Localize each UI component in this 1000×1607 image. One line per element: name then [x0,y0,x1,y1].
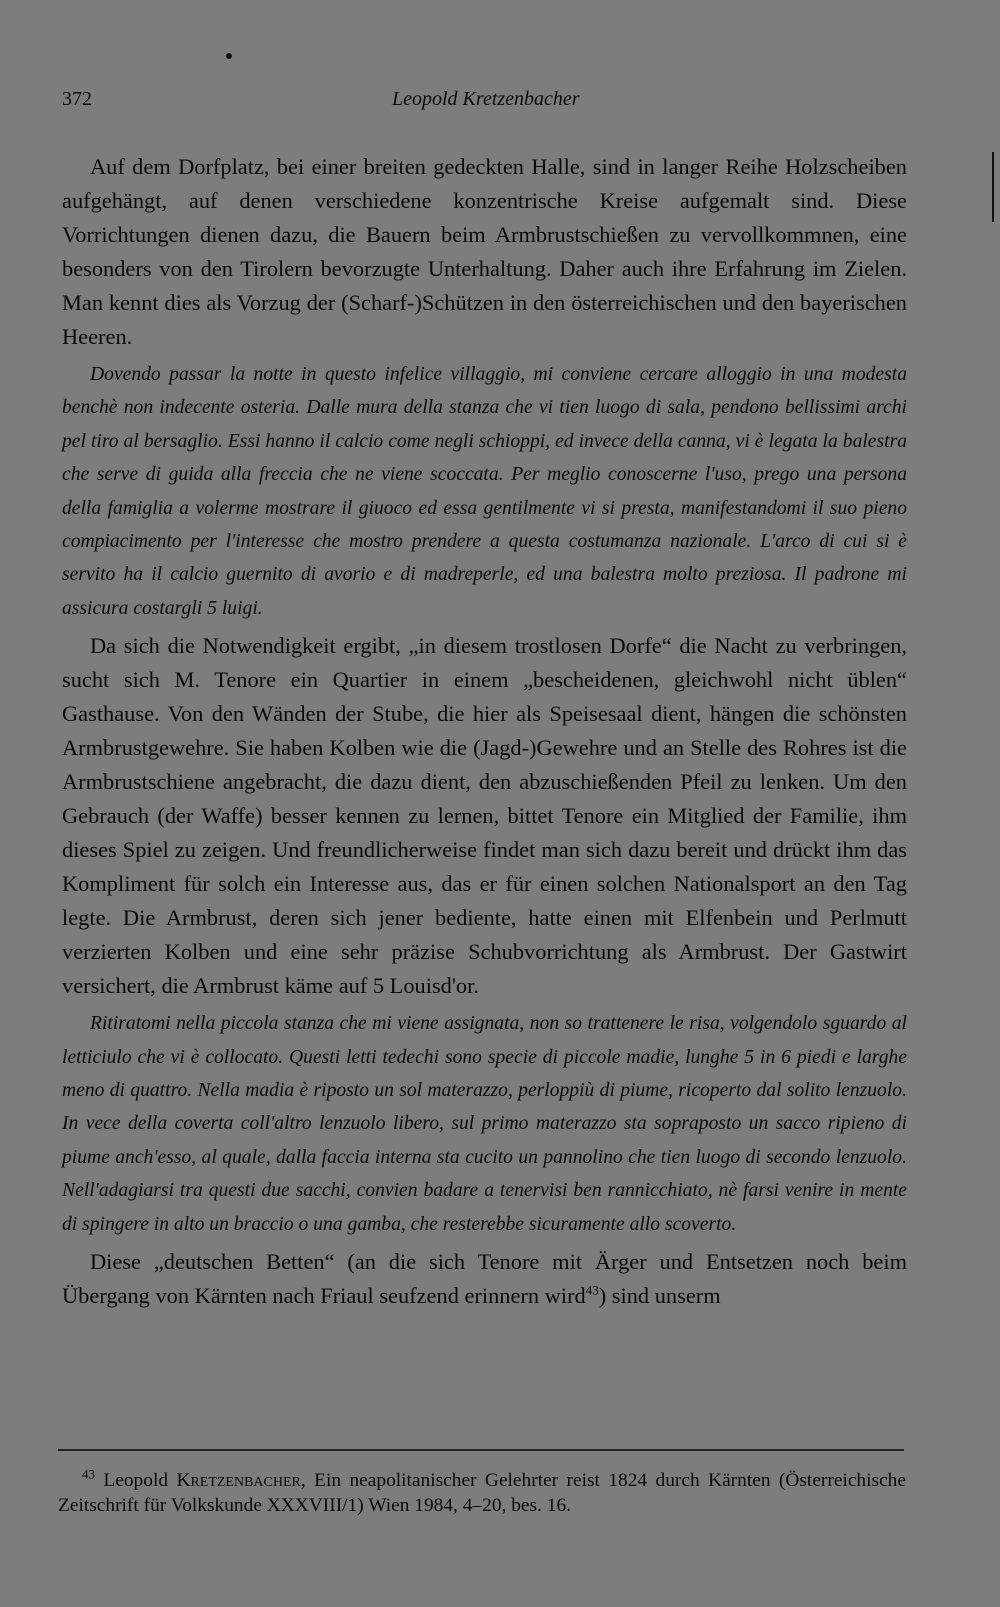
footnote-43 [58,1468,906,1518]
footnote-marker: 43 [82,1466,95,1482]
footnote-author: Leopold [103,1470,169,1491]
footnote-divider [58,1449,904,1451]
paragraph-5-end: ) sind unserm [598,1283,721,1309]
page-number: 372 [62,88,92,110]
paragraph-3: Da sich die Notwendigkeit ergibt, „in diesem trostlosen Dorfe“ die Nacht zu verbringen, sucht sich M. Tenore ein Quartier in einem „bescheidenen, gleichwohl nicht üblen“ Gasthause. Von den Wänden der Stube, die hier als Speisesaal dient, hängen die schönsten Armbrustgewehre. Sie haben Kolben wie die (Jagd-)Gewehre und an Stelle des Rohres ist die Armbrustschiene angebracht, die dazu dient, den abzuschießenden Pfeil zu lenken. Um den Gebrauch (der Waffe) besser kennen zu lernen, bittet Tenore ein Mitglied der Familie, ihm dieses Spiel zu zeigen. Und freundlicherweise findet man sich dazu bereit und drückt ihm das Kompliment für solch ein Interesse aus, das er für einen solchen Nationalsport an den Tag legte. Die Armbrust, deren sich jener bediente, hatte einen mit Elfenbein und Perlmutt verzierten Kolben und eine sehr präzise Schubvorrichtung als Armbrust. Der Gastwirt versichert, die Armbrust käme auf 5 Louisd'or. [62,633,907,999]
paragraph-5-text: Diese „deutschen Betten“ (an die sich Tenore mit Ärger und Entsetzen noch beim Übergang von Kärnten nach Friaul seufzend erinnern wird [62,1249,907,1309]
scan-edge-mark [992,152,994,222]
page-header [62,88,902,118]
footnote-reference[interactable]: 43 [585,1282,599,1298]
scan-speck [226,53,232,59]
paragraph-4-italian-quote: Ritiratomi nella piccola stanza che mi viene assignata, non so trattenere le risa, volgendolo sguardo al letticiulo che vi è collocato. Questi letti tedechi sono specie di piccole madie, lunghe 5 in 6 piedi e larghe meno di quattro. Nella madia è riposto un sol materazzo, perloppiù di piume, ricoperto dal solito lenzuolo. In vece della coverta coll'altro lenzuolo libero, sul primo materazzo sta sopraposto un sacco ripieno di piume anch'esso, al quale, dalla faccia interna sta cucito un pannolino che tien luogo di secondo lenzuolo. Nell'adagiarsi tra questi due sacchi, convien badare a tenervisi ben rannicchiato, nè farsi venire in mente di spingere in alto un braccio o una gamba, che resterebbe sicuramente allo scoverto. [62,1013,907,1235]
paragraph-2-italian-quote: Dovendo passar la notte in questo infelice villaggio, mi conviene cercare alloggio in una modesta benchè non indecente osteria. Dalle mura della stanza che vi tien luogo di sala, pendono bellissimi archi pel tiro al bersaglio. Essi hanno il calcio come negli schioppi, ed invece della canna, vi è legata la balestra che serve di guida alla freccia che ne viene scoccata. Per meglio conoscerne l'uso, prego una persona della famiglia a volerme mostrare il giuoco ed essa gentilmente vi si presta, manifestandomi il suo pieno compiacimento per l'interesse che mostro prendere a questa costumanza nazionale. L'arco di cui si è servito ha il calcio guernito di avorio e di madreperle, ed una balestra molto preziosa. Il padrone mi assicura costargli 5 luigi. [62,364,907,619]
running-head: Leopold Kretzenbacher [392,88,580,110]
paragraph-5 [62,1245,907,1313]
paragraph-1: Auf dem Dorfplatz, bei einer breiten gedeckten Halle, sind in langer Reihe Holzscheiben aufgehängt, auf denen verschiedene konzentrische Kreise aufgemalt sind. Diese Vorrichtungen dienen dazu, die Bauern beim Armbrustschießen zu vervollkommnen, eine besonders von den Tirolern bevorzugte Unterhaltung. Daher auch ihre Erfahrung im Zielen. Man kennt dies als Vorzug der (Scharf-)Schützen in den österreichischen und den bayerischen Heeren. [62,154,907,349]
footnote-author-surname: Kretzenbacher [176,1470,301,1491]
body-text [62,150,907,1313]
footnote-text: , Ein neapolitanischer Gelehrter reist 1824 durch Kärnten (Österreichische Zeitschrift für Volkskunde XXXVIII/1) Wien 1984, 4–20, bes. 16. [58,1470,906,1516]
